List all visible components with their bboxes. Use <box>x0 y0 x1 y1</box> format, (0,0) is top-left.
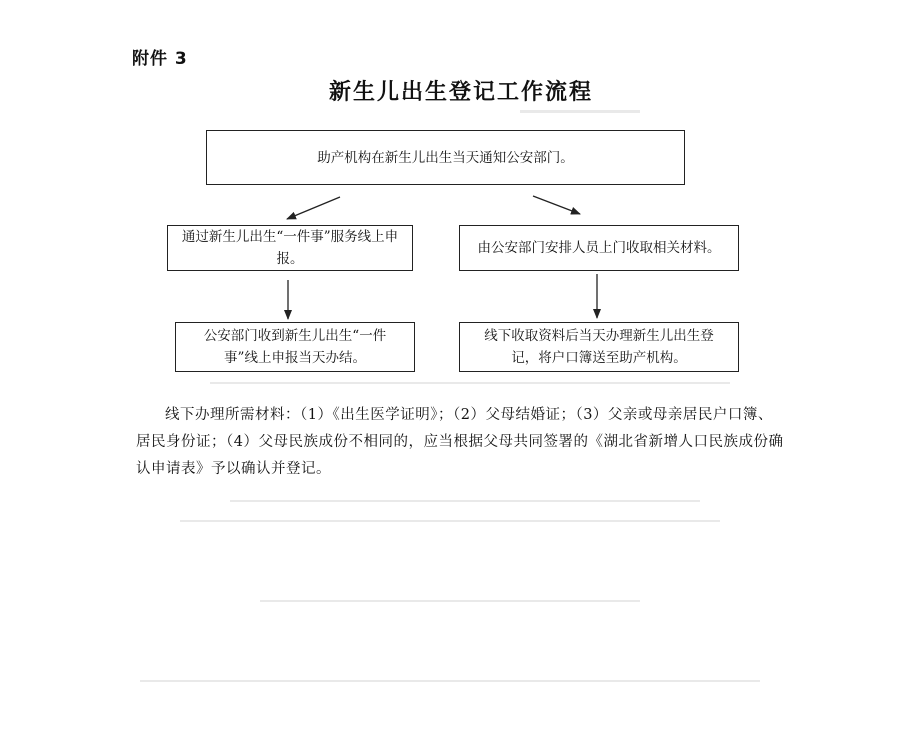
flow-box-text: 公安部门收到新生儿出生“一件事”线上申报当天办结。 <box>203 328 387 366</box>
scan-artifact <box>260 600 640 602</box>
document-title: 新生儿出生登记工作流程 <box>328 80 593 105</box>
flow-box-text: 助产机构在新生儿出生当天通知公安部门。 <box>317 149 574 166</box>
scan-artifact <box>210 382 730 384</box>
flow-box-online-apply <box>167 225 413 271</box>
flow-box-text: 由公安部门安排人员上门收取相关材料。 <box>477 240 721 256</box>
scan-artifact <box>520 110 640 113</box>
scan-artifact <box>140 680 760 682</box>
flow-box-offline-register <box>459 322 739 372</box>
arrow-top-to-left <box>287 197 340 219</box>
flow-box-hospital-notify <box>206 130 685 185</box>
attachment-label: 附件 3 <box>132 49 188 69</box>
flow-box-text: 通过新生儿出生“一件事”服务线上申报。 <box>181 229 399 267</box>
flow-box-online-complete <box>175 322 415 372</box>
flow-box-police-collect <box>459 225 739 271</box>
arrow-top-to-right <box>533 196 580 214</box>
scan-artifact <box>230 500 700 502</box>
materials-note: 线下办理所需材料：（1）《出生医学证明》；（2）父母结婚证；（3）父亲或母亲居民户口簿、居民身份证；（4）父母民族成份不相同的，应当根据父母共同签署的《湖北省新增人口民族成份确认申请表》予以确认并登记。 <box>136 407 784 477</box>
scan-artifact <box>180 520 720 522</box>
flow-box-text: 线下收取资料后当天办理新生儿出生登记，将户口簿送至助产机构。 <box>484 328 714 366</box>
